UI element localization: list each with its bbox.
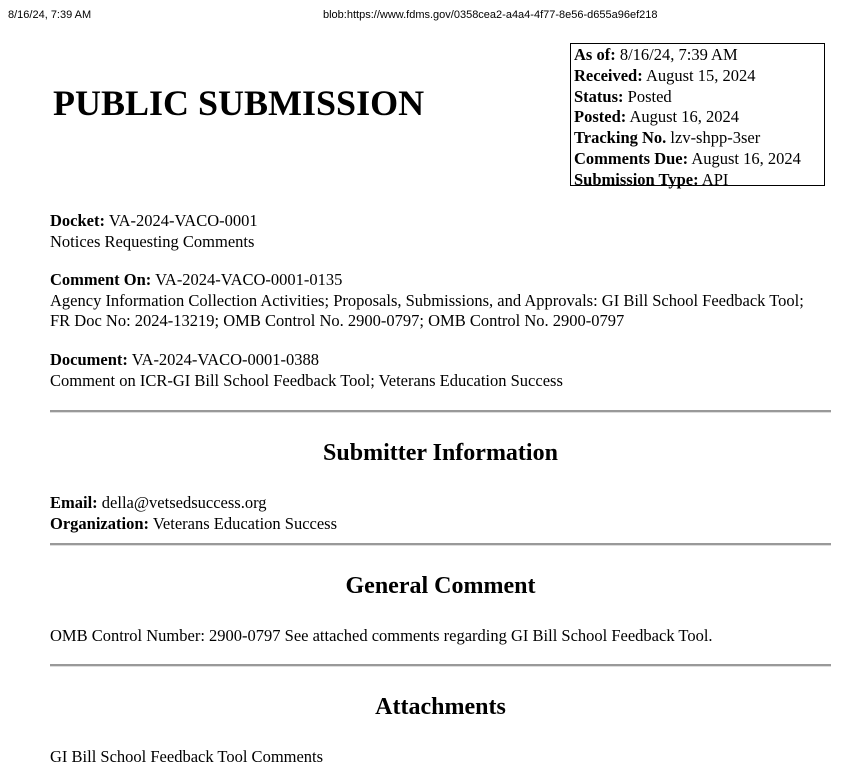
attachments-heading: Attachments bbox=[375, 694, 506, 720]
status-row bbox=[574, 87, 824, 108]
general-comment-heading: General Comment bbox=[345, 573, 536, 599]
document-section bbox=[50, 350, 840, 391]
comments-due-row bbox=[574, 149, 824, 170]
document-description: Comment on ICR-GI Bill School Feedback Tool; Veterans Education Success bbox=[50, 370, 563, 390]
attachment-item: GI Bill School Feedback Tool Comments bbox=[50, 747, 324, 766]
submission-info-box bbox=[570, 43, 825, 189]
document-id: VA-2024-VACO-0001-0388 bbox=[131, 350, 320, 369]
label: As of: bbox=[574, 45, 616, 64]
divider bbox=[50, 543, 831, 546]
document-label: Document: bbox=[50, 350, 128, 369]
divider bbox=[50, 410, 831, 413]
label: Posted: bbox=[574, 107, 627, 127]
value: API bbox=[701, 169, 729, 189]
email-label: Email: bbox=[50, 493, 98, 512]
docket-description: Notices Requesting Comments bbox=[50, 231, 255, 251]
organization-value: Veterans Education Success bbox=[152, 513, 338, 533]
submission-type-row bbox=[574, 170, 824, 191]
label: Received: bbox=[574, 65, 643, 85]
comment-on-id: VA-2024-VACO-0001-0135 bbox=[155, 270, 343, 289]
value: August 15, 2024 bbox=[645, 65, 756, 85]
general-comment-text: OMB Control Number: 2900-0797 See attached comments regarding GI Bill School Feedback Tool. bbox=[50, 626, 713, 645]
submitter-section bbox=[50, 493, 840, 534]
docket-id: VA-2024-VACO-0001 bbox=[108, 211, 258, 230]
page-title: PUBLIC SUBMISSION bbox=[53, 83, 425, 123]
docket-label: Docket: bbox=[50, 211, 105, 230]
print-url: blob:https://www.fdms.gov/0358cea2-a4a4-4f77-8e56-d655a96ef218 bbox=[323, 9, 658, 21]
submitter-heading: Submitter Information bbox=[323, 440, 558, 466]
comment-on-section bbox=[50, 270, 820, 332]
email-value: della@vetsedsuccess.org bbox=[101, 493, 267, 512]
comment-on-description: Agency Information Collection Activities; Proposals, Submissions, and Approvals: GI Bill School Feedback Tool; FR Doc No: 2024-13219; OMB Control No. 2900-0797; OMB Control No. 2900-0797 bbox=[50, 290, 804, 330]
label: Comments Due: bbox=[574, 148, 689, 168]
as-of-row bbox=[574, 45, 824, 66]
organization-label: Organization: bbox=[50, 513, 149, 533]
value: lzv-shpp-3ser bbox=[670, 128, 761, 148]
posted-row bbox=[574, 107, 824, 128]
value: August 16, 2024 bbox=[629, 107, 740, 127]
label: Tracking No. bbox=[574, 128, 667, 148]
value: Posted bbox=[627, 86, 672, 106]
docket-section bbox=[50, 211, 840, 252]
divider bbox=[50, 664, 831, 667]
value: August 16, 2024 bbox=[691, 148, 801, 168]
label: Status: bbox=[574, 86, 624, 106]
comment-on-label: Comment On: bbox=[50, 270, 152, 289]
received-row bbox=[574, 66, 824, 87]
print-datetime: 8/16/24, 7:39 AM bbox=[8, 9, 92, 21]
tracking-row bbox=[574, 128, 824, 149]
label: Submission Type: bbox=[574, 169, 699, 189]
value: 8/16/24, 7:39 AM bbox=[619, 45, 738, 64]
